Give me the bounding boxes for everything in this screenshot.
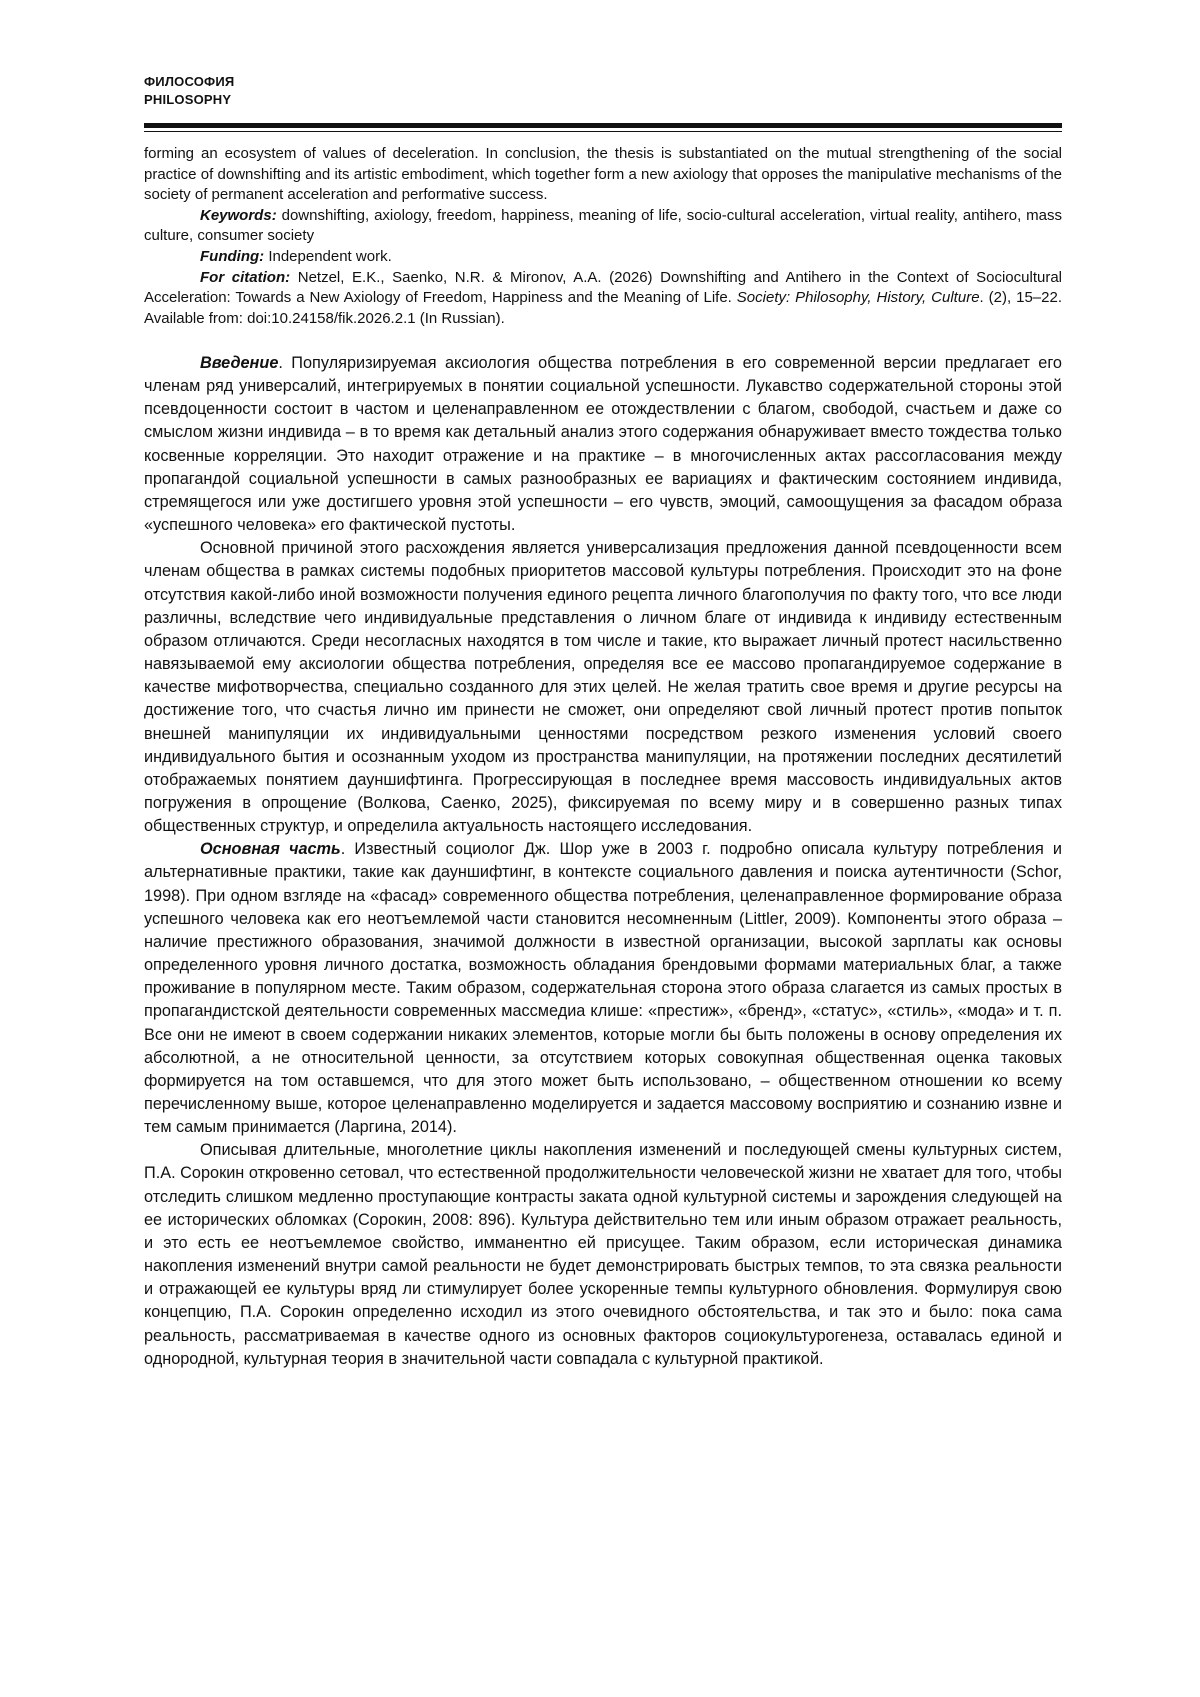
introduction-heading: Введение — [200, 354, 279, 372]
running-header — [144, 73, 234, 109]
keywords-label: Keywords: — [200, 206, 277, 224]
citation-line — [144, 268, 1062, 330]
header-rule-thin — [144, 131, 1062, 132]
paragraph-introduction — [144, 352, 1062, 537]
abstract-continuation: forming an ecosystem of values of deceleration. In conclusion, the thesis is substantiated on the mutual strengthening of the social practice of downshifting and its artistic embodiment, which together form a new axiology that opposes the manipulative mechanisms of the society of permanent acceleration and performative success. — [144, 145, 1062, 204]
section-title-ru: ФИЛОСОФИЯ — [144, 74, 235, 89]
citation-tail: . (2), 15–22. Available from: doi:10.24158/fik.2026.2.1 (In Russian). — [144, 289, 1063, 327]
header-rule-thick — [144, 123, 1062, 128]
funding-label: Funding: — [200, 247, 265, 265]
paragraph-text: . Известный социолог Дж. Шор уже в 2003 г. подробно описала культуру потребления и альтернативные практики, такие как дауншифтинг, в контексте социального давления и поиска аутентичности (Schor, 1998). При одном взгляде на «фасад» современного общества потребления, целенаправленное формирование образа успешного человека как его неотъемлемой части становится несомненным (Littler, 2009). Компоненты этого образа – наличие престижного образования, значимой должности в известной организации, высокой зарплаты как основы определенного уровня личного достатка, возможность обладания брендовыми формами материальных благ, а также проживание в популярном месте. Таким образом, содержательная сторона этого образа слагается из самых простых в пропагандистской деятельности современных массмедиа клише: «престиж», «бренд», «статус», «стиль», «мода» и т. п. Все они не имеют в своем содержании никаких элементов, которые могли бы быть положены в основу определения их абсолютной, а не относительной ценности, за отсутствием которых совокупная общественная оценка таковых формируется на том оставшемся, что для этого может быть использовано, – общественном отношении ко всему перечисленному выше, которое целенаправленно моделируется и задается массовому восприятию и сознанию извне и тем самым принимается (Ларгина, 2014). — [144, 840, 1063, 1137]
keywords-text: downshifting, axiology, freedom, happiness, meaning of life, socio-cultural acceleration, virtual reality, antihero, mass culture, consumer society — [144, 206, 1063, 245]
citation-label: For citation: — [200, 268, 291, 286]
citation-journal: Society: Philosophy, History, Culture — [736, 289, 980, 307]
keywords-line — [144, 206, 1062, 247]
paragraph-text: . Популяризируемая аксиология общества потребления в его современной версии предлагает его членам ряд универсалий, интегрируемых в понятии социальной успешности. Лукавство содержательной стороны этой псевдоценности состоит в частом и целенаправленном ее отождествлении с благом, свободой, счастьем и даже со смыслом жизни индивида – в то время как детальный анализ этого содержания обнаруживает вместо тождества только косвенные корреляции. Это находит отражение и на практике – в многочисленных актах рассогласования между пропагандой социальной успешности в самых разнообразных ее вариациях и фактическим состоянием индивида, стремящегося или уже достигшего уровня этой успешности – его чувств, эмоций, самоощущения за фасадом образа «успешного человека» его фактической пустоты. — [144, 354, 1062, 535]
abstract-block — [144, 144, 1062, 329]
citation-text: Netzel, E.K., Saenko, N.R. & Mironov, A.A. (2026) Downshifting and Antihero in the Context of Sociocultural Acceleration: Towards a New Axiology of Freedom, Happiness and the Meaning of Life. — [144, 268, 1062, 307]
section-title-en: PHILOSOPHY — [144, 92, 232, 107]
funding-text: Independent work. — [268, 247, 392, 265]
article-body — [144, 352, 1062, 1371]
paragraph-main-part — [144, 838, 1062, 1139]
main-part-heading: Основная часть — [200, 840, 341, 859]
funding-line — [144, 247, 1062, 268]
paragraph: Основной причиной этого расхождения является универсализация предложения данной псевдоценности всем членам общества в рамках системы подобных приоритетов массовой культуры потребления. Происходит это на фоне отсутствия какой-либо иной возможности получения единого рецепта личного благополучия по факту того, что все люди различны, вследствие чего индивидуальные представления о личном благе от индивида к индивиду естественным образом отличаются. Среди несогласных находятся в том числе и такие, кто выражает личный протест насильственно навязываемой ему аксиологии общества потребления, определяя все ее массово пропагандируемое содержание в качестве мифотворчества, специально созданного для этих целей. Не желая тратить свое время и другие ресурсы на достижение того, что счастья лично им принести не сможет, они определяют свой личный протест против попыток внешней манипуляции их индивидуальными ценностями посредством резкого изменения условий своего индивидуального бытия и осознанным уходом из пространства манипуляции, на протяжении последних десятилетий отображаемых понятием дауншифтинга. Прогрессирующая в последнее время массовость индивидуальных актов погружения в опрощение (Волкова, Саенко, 2025), фиксируемая по всему миру и в совершенно разных типах общественных структур, и определила актуальность настоящего исследования. — [144, 539, 1062, 836]
paragraph: Описывая длительные, многолетние циклы накопления изменений и последующей смены культурных систем, П.А. Сорокин откровенно сетовал, что естественной продолжительности человеческой жизни не хватает для того, чтобы отследить слишком медленно проступающие контрасты заката одной культурной системы и зарождения следующей на ее исторических обломках (Сорокин, 2008: 896). Культура действительно тем или иным образом отражает реальность, и это есть ее неотъемлемое свойство, имманентно ей присущее. Таким образом, если историческая динамика накопления изменений внутри самой реальности не будет демонстрировать быстрых темпов, то эта связка реальности и отражающей ее культуры вряд ли стимулирует более ускоренные темпы культурного обновления. Формулируя свою концепцию, П.А. Сорокин определенно исходил из этого очевидного обстоятельства, и так это и было: пока сама реальность, рассматриваемая в качестве одного из основных факторов социокультурогенеза, оставалась единой и однородной, культурная теория в значительной части совпадала с культурной практикой. — [144, 1141, 1062, 1368]
